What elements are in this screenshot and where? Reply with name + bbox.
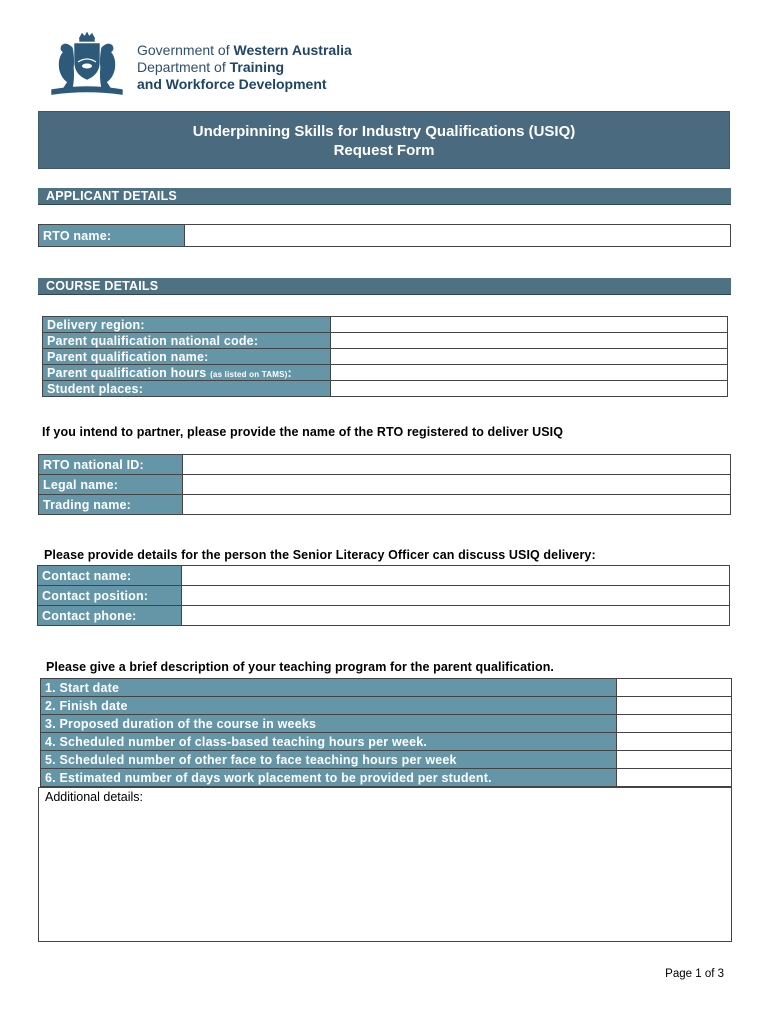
class-hours-field[interactable] (617, 733, 732, 751)
additional-details-label: Additional details: (45, 790, 143, 804)
legal-name-field[interactable] (183, 475, 731, 495)
other-hours-label: 5. Scheduled number of other face to face teaching hours per week (41, 751, 617, 769)
tams-note: (as listed on TAMS) (210, 369, 288, 379)
student-places-label: Student places: (43, 381, 331, 397)
work-placement-field[interactable] (617, 769, 732, 787)
work-placement-label: 6. Estimated number of days work placement to be provided per student. (41, 769, 617, 787)
department-name: Department of Training (137, 59, 285, 75)
contact-position-field[interactable] (182, 586, 730, 606)
form-title-box (38, 111, 730, 169)
contact-position-label: Contact position: (38, 586, 182, 606)
contact-name-label: Contact name: (38, 566, 182, 586)
contact-table (37, 565, 730, 626)
rto-national-id-field[interactable] (183, 455, 731, 475)
org-name: Government of Western Australia (137, 42, 352, 58)
partner-table (38, 454, 731, 515)
applicant-table (38, 224, 731, 247)
contact-intro: Please provide details for the person the Senior Literacy Officer can discuss USIQ delivery: (44, 548, 596, 562)
qualification-hours-field[interactable] (331, 365, 728, 381)
rto-name-field[interactable] (185, 225, 731, 247)
qualification-name-field[interactable] (331, 349, 728, 365)
duration-weeks-label: 3. Proposed duration of the course in weeks (41, 715, 617, 733)
national-code-field[interactable] (331, 333, 728, 349)
national-code-label: Parent qualification national code: (43, 333, 331, 349)
duration-weeks-field[interactable] (617, 715, 732, 733)
program-intro: Please give a brief description of your teaching program for the parent qualification. (46, 660, 555, 674)
legal-name-label: Legal name: (39, 475, 183, 495)
course-details-table (42, 316, 728, 397)
start-date-label: 1. Start date (41, 679, 617, 697)
finish-date-field[interactable] (617, 697, 732, 715)
additional-details-field[interactable] (38, 787, 732, 942)
delivery-region-field[interactable] (331, 317, 728, 333)
partner-intro: If you intend to partner, please provide the name of the RTO registered to deliver USIQ (42, 425, 564, 439)
other-hours-field[interactable] (617, 751, 732, 769)
form-subtitle: Request Form (333, 142, 435, 159)
contact-phone-label: Contact phone: (38, 606, 182, 626)
page-number: Page 1 of 3 (665, 968, 724, 980)
class-hours-label: 4. Scheduled number of class-based teaching hours per week. (41, 733, 617, 751)
department-name-line2: and Workforce Development (137, 76, 327, 92)
course-details-heading: COURSE DETAILS (38, 278, 731, 295)
rto-national-id-label: RTO national ID: (39, 455, 183, 475)
rto-name-label: RTO name: (39, 225, 185, 247)
qualification-hours-label: Parent qualification hours (as listed on TAMS): (43, 365, 331, 381)
student-places-field[interactable] (331, 381, 728, 397)
finish-date-label: 2. Finish date (41, 697, 617, 715)
trading-name-label: Trading name: (39, 495, 183, 515)
qualification-name-label: Parent qualification name: (43, 349, 331, 365)
applicant-details-heading: APPLICANT DETAILS (38, 188, 731, 205)
contact-name-field[interactable] (182, 566, 730, 586)
form-title: Underpinning Skills for Industry Qualifications (USIQ) (192, 123, 576, 140)
start-date-field[interactable] (617, 679, 732, 697)
trading-name-field[interactable] (183, 495, 731, 515)
wa-government-crest-logo (44, 32, 130, 96)
program-table (40, 678, 732, 787)
delivery-region-label: Delivery region: (43, 317, 331, 333)
contact-phone-field[interactable] (182, 606, 730, 626)
